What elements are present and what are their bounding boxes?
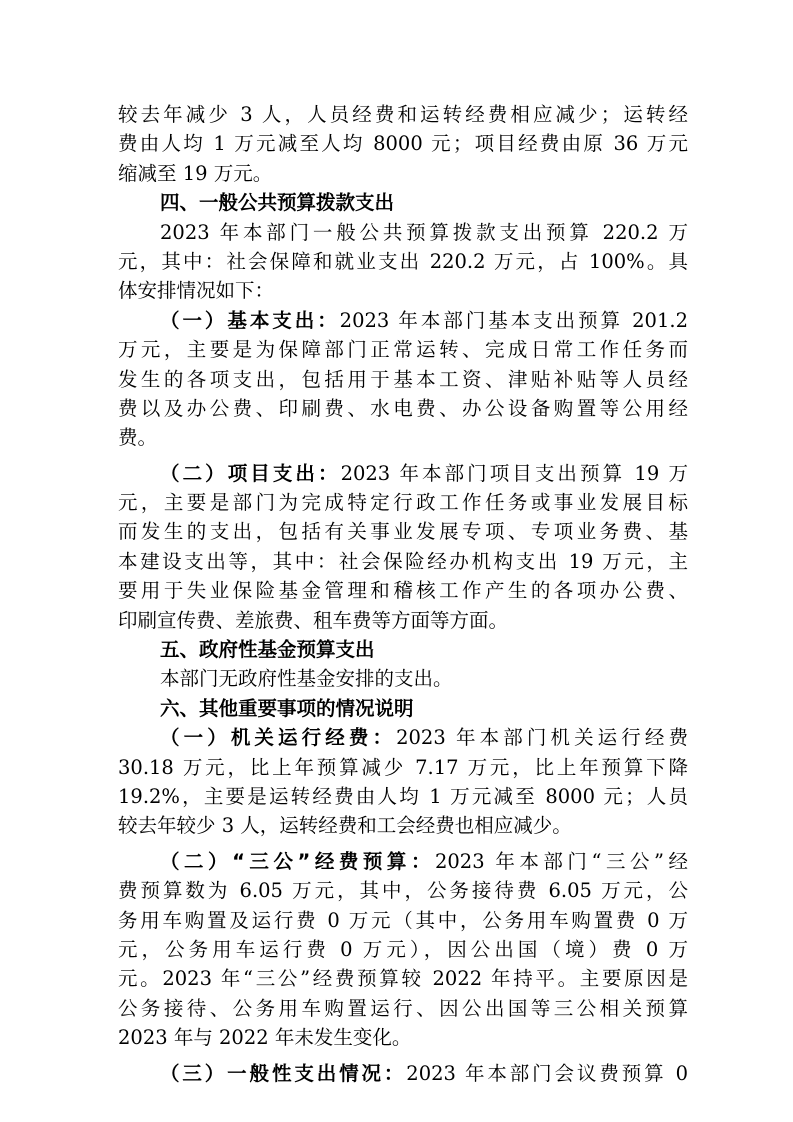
- text-line: 费以及办公费、印刷费、水电费、办公设备购置等公用经: [118, 396, 688, 420]
- text-line: [118, 1059, 688, 1088]
- paragraph-government-fund: 本部门无政府性基金安排的支出。: [160, 667, 453, 691]
- text-line: 公务接待、公务用车购置运行、因公出国等三公相关预算: [118, 996, 688, 1020]
- text-run: 2023 年本部门基本支出预算 201.2: [339, 308, 688, 332]
- text-line: 2023 年本部门一般公共预算拨款支出预算 220.2 万: [160, 220, 688, 244]
- text-line: 本建设支出等，其中：社会保险经办机构支出 19 万元，主: [118, 549, 688, 573]
- text-line: 体安排情况如下：: [118, 279, 275, 303]
- text-line: [118, 723, 688, 752]
- text-line: 元。2023 年“三公”经费预算较 2022 年持平。主要原因是: [118, 967, 688, 991]
- section-heading-5: 五、政府性基金预算支出: [160, 638, 375, 662]
- subheading-label: （三）一般性支出情况：: [160, 1061, 407, 1085]
- text-line: 元，主要是部门为完成特定行政工作任务或事业发展目标: [118, 491, 688, 515]
- subheading-label: （二）“三公”经费预算：: [160, 849, 435, 873]
- paragraph-general-expenditure: [118, 1059, 688, 1088]
- subheading-label: （一）机关运行经费：: [160, 726, 397, 750]
- text-line: [118, 459, 688, 488]
- text-line: 19.2%，主要是运转经费由人均 1 万元减至 8000 元；人员: [118, 784, 688, 808]
- text-line: 30.18 万元，比上年预算减少 7.17 万元，比上年预算下降: [118, 755, 688, 779]
- text-line: [118, 847, 688, 876]
- paragraph-general-budget-intro: [118, 218, 688, 306]
- paragraph-project-expenditure: [118, 459, 688, 635]
- paragraph-staff-reduction: [118, 100, 688, 188]
- text-line: 发生的各项支出，包括用于基本工资、津贴补贴等人员经: [118, 367, 688, 391]
- section-heading-4: 四、一般公共预算拨款支出: [160, 191, 395, 215]
- text-line: [118, 306, 688, 335]
- text-line: 万元，主要是为保障部门正常运转、完成日常工作任务而: [118, 338, 688, 362]
- subheading-label: （二）项目支出：: [160, 461, 341, 485]
- text-line: 较去年较少 3 人，运转经费和工会经费也相应减少。: [118, 814, 572, 838]
- text-line: 印刷宣传费、差旅费、租车费等方面等方面。: [118, 608, 509, 632]
- text-line: 元，公务用车运行费 0 万元），因公出国（境）费 0 万: [118, 937, 688, 961]
- text-run: 2023 年本部门“三公”经: [434, 849, 689, 873]
- text-line: 2023 年与 2022 年未发生变化。: [118, 1026, 412, 1050]
- text-run: 2023 年本部门会议费预算 0: [406, 1061, 688, 1085]
- text-line: 费。: [118, 426, 158, 450]
- paragraph-basic-expenditure: [118, 306, 688, 453]
- text-line: 缩减至 19 万元。: [118, 161, 273, 185]
- text-line: 而发生的支出，包括有关事业发展专项、专项业务费、基: [118, 520, 688, 544]
- text-line: 费预算数为 6.05 万元，其中，公务接待费 6.05 万元，公: [118, 879, 688, 903]
- text-line: 费由人均 1 万元减至人均 8000 元；项目经费由原 36 万元: [118, 132, 688, 156]
- section-heading-6: 六、其他重要事项的情况说明: [160, 696, 414, 720]
- text-line: 较去年减少 3 人，人员经费和运转经费相应减少；运转经: [118, 103, 688, 126]
- document-body: [118, 100, 688, 1088]
- subheading-label: （一）基本支出：: [160, 308, 340, 332]
- text-line: 元，其中：社会保障和就业支出 220.2 万元，占 100%。具: [118, 249, 688, 273]
- text-line: 务用车购置及运行费 0 万元（其中，公务用车购置费 0 万: [118, 908, 688, 932]
- text-line: 要用于失业保险基金管理和稽核工作产生的各项办公费、: [118, 579, 688, 603]
- paragraph-operating-expenses: [118, 723, 688, 841]
- paragraph-three-public-expenses: [118, 847, 688, 1053]
- text-run: 2023 年本部门机关运行经费: [396, 726, 688, 750]
- text-run: 2023 年本部门项目支出预算 19 万: [340, 461, 688, 485]
